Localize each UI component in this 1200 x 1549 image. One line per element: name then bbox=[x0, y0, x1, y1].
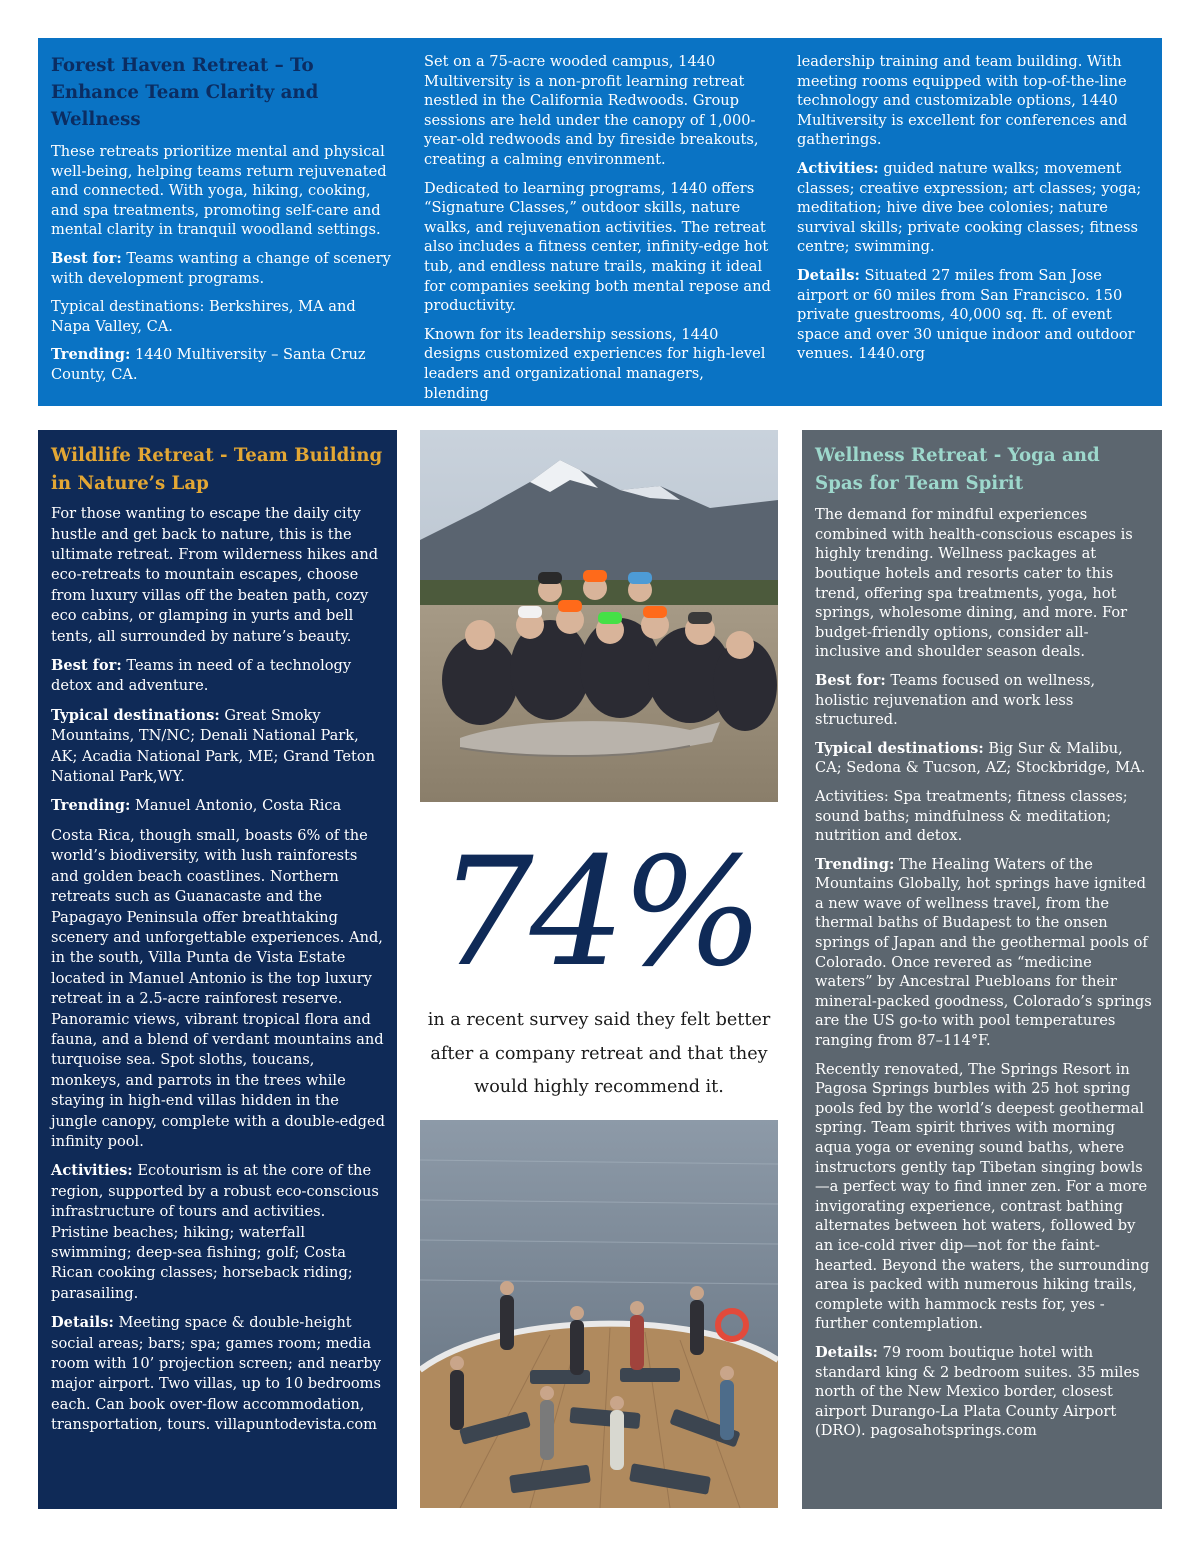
forest-intro: These retreats prioritize mental and physical well-being, helping teams return rejuvenated and connected. With yoga, hiking, cooking, and spa treatments, promoting self-care and mental clarity in tranquil woodland settings. bbox=[51, 143, 387, 239]
wildlife-details-label: Details: bbox=[51, 1314, 114, 1332]
wellness-title: Wellness Retreat - Yoga and Spas for Team Spirit bbox=[815, 445, 1100, 494]
forest-para-3: Known for its leadership sessions, 1440 designs customized experiences for high-level leaders and organizational managers, blending bbox=[424, 325, 766, 402]
wellness-section bbox=[802, 430, 1162, 1509]
wildlife-activities bbox=[51, 1161, 387, 1304]
forest-para-2: Dedicated to learning programs, 1440 offers “Signature Classes,” outdoor skills, nature walks, and rejuvenation activities. The retreat also includes a fitness center, infinity-edge hot tub, and endless nature trails, making it ideal for companies seeking both mental repose and productivity. bbox=[424, 179, 771, 315]
stat-caption: in a recent survey said they felt better after a company retreat and that they would highly recommend it. bbox=[427, 1010, 771, 1098]
wellness-trending bbox=[815, 855, 1152, 1051]
wildlife-para: Costa Rica, though small, boasts 6% of the world’s biodiversity, with lush rainforests and golden beach coastlines. Northern retreats such as Guanacaste and the Papagayo Peninsula offer breathtaking scenery and unforgettable experiences. And, in the south, Villa Punta de Vista Estate located in Manuel Antonio is the top luxury retreat in a 2.5-acre rainforest reserve. Panoramic views, vibrant tropical flora and fauna, and a blend of verdant mountains and turquoise sea. Spot sloths, toucans, monkeys, and parrots in the trees while staying in high-end villas hidden in the jungle canopy, complete with a double-edged infinity pool. bbox=[51, 826, 385, 1150]
forest-destinations: Typical destinations: Berkshires, MA and Napa Valley, CA. bbox=[51, 298, 356, 335]
wellness-activities: Activities: Spa treatments; fitness classes; sound baths; mindfulness & meditation; nutrition and detox. bbox=[815, 787, 1128, 845]
forest-best-for-label: Best for: bbox=[51, 249, 122, 267]
wellness-details-text: 79 room boutique hotel with standard king & 2 bedroom suites. 35 miles north of the New Mexico border, closest airport Durango-La Plata County Airport (DRO). pagosahotsprings.com bbox=[815, 1343, 1140, 1440]
wildlife-details bbox=[51, 1313, 387, 1435]
forest-best-for bbox=[51, 249, 399, 288]
wellness-intro: The demand for mindful experiences combined with health-conscious escapes is highly trending. Wellness packages at boutique hotels and resorts cater to this trend, offering spa treatments, yoga, hot springs, wholesome dining, and more. For budget-friendly options, consider all-inclusive and shoulder season deals. bbox=[815, 506, 1133, 661]
wildlife-destinations-text: Great Smoky Mountains, TN/NC; Denali National Park, AK; Acadia National Park, ME; Grand Teton National Park,WY. bbox=[51, 706, 376, 786]
wildlife-section bbox=[38, 430, 397, 1509]
wellness-best-for-text: Teams focused on wellness, holistic rejuvenation and work less structured. bbox=[815, 671, 1096, 729]
forest-haven-section bbox=[38, 38, 1162, 406]
wildlife-trending-label: Trending: bbox=[51, 797, 131, 815]
forest-column-1 bbox=[51, 52, 399, 394]
forest-details-text: Situated 27 miles from San Jose airport or 60 miles from San Francisco. 150 private guestrooms, 40,000 sq. ft. of event space and over 30 unique indoor and outdoor venues. 1440.org bbox=[797, 266, 1135, 363]
forest-activities-label: Activities: bbox=[797, 159, 879, 177]
wellness-destinations-text: Big Sur & Malibu, CA; Sedona & Tucson, AZ; Stockbridge, MA. bbox=[815, 739, 1146, 777]
wildlife-title: Wildlife Retreat - Team Building in Nature’s Lap bbox=[51, 445, 383, 494]
forest-trending bbox=[51, 345, 399, 384]
wildlife-trending-text: Manuel Antonio, Costa Rica bbox=[130, 797, 342, 815]
wildlife-trending bbox=[51, 796, 387, 816]
wellness-details-label: Details: bbox=[815, 1343, 878, 1361]
forest-details bbox=[797, 266, 1149, 364]
forest-activities bbox=[797, 159, 1149, 257]
forest-title: Forest Haven Retreat – To Enhance Team Clarity and Wellness bbox=[51, 55, 319, 130]
deck-yoga-photo bbox=[420, 1120, 778, 1508]
group-fishing-illustration bbox=[420, 430, 778, 802]
forest-column-2 bbox=[424, 52, 772, 412]
wildlife-intro: For those wanting to escape the daily city hustle and get back to nature, this is the ultimate retreat. From wilderness hikes and eco-retreats to mountain escapes, choose from luxury villas off the beaten path, cozy eco cabins, or glamping in yurts and bell tents, all surrounded by nature’s beauty. bbox=[51, 505, 379, 645]
forest-trending-text: 1440 Multiversity – Santa Cruz County, CA. bbox=[51, 346, 366, 383]
forest-activities-text: guided nature walks; movement classes; creative expression; art classes; yoga; meditation; hive dive bee colonies; nature survival skills; private cooking classes; fitness centre; swimming. bbox=[797, 159, 1142, 256]
forest-best-for-text: Teams wanting a change of scenery with development programs. bbox=[51, 249, 391, 287]
wildlife-details-text: Meeting space & double-height social areas; bars; spa; games room; media room with 10’ projection screen; and nearby major airport. Two villas, up to 10 bedrooms each. Can book over-flow accommodation, transportation, tours. villapuntodevista.com bbox=[51, 1314, 381, 1434]
wellness-destinations bbox=[815, 739, 1152, 778]
wellness-para: Recently renovated, The Springs Resort in Pagosa Springs burbles with 25 hot spring pools fed by the world’s deepest geothermal spring. Team spirit thrives with morning aqua yoga or evening sound baths, where instructors gently tap Tibetan singing bowls—a perfect way to find inner zen. For a more invigorating experience, contrast bathing alternates between hot waters, followed by an ice-cold river dip—not for the faint-hearted. Beyond the waters, the surrounding area is packed with numerous hiking trails, complete with hammock rests for, yes - further contemplation. bbox=[815, 1060, 1150, 1333]
stat-percentage: 74% bbox=[438, 826, 760, 1000]
wildlife-best-for-label: Best for: bbox=[51, 657, 122, 675]
wildlife-best-for-text: Teams in need of a technology detox and adventure. bbox=[51, 657, 352, 695]
wildlife-destinations bbox=[51, 706, 387, 788]
wellness-best-for bbox=[815, 671, 1152, 730]
wellness-details bbox=[815, 1343, 1152, 1441]
wildlife-destinations-label: Typical destinations: bbox=[51, 706, 220, 724]
wellness-trending-text: The Healing Waters of the Mountains Globally, hot springs have ignited a new wave of wellness travel, from the thermal baths of Budapest to the onsen springs of Japan and the geothermal pools of Colorado. Once revered as “medicine waters” by Ancestral Puebloans for their mineral-packed goodness, Colorado’s springs are the US go-to with pool temperatures ranging from 87–114°F. bbox=[815, 855, 1152, 1050]
forest-details-label: Details: bbox=[797, 266, 860, 284]
wellness-best-for-label: Best for: bbox=[815, 671, 886, 689]
forest-column-3 bbox=[797, 52, 1149, 373]
forest-para-1: Set on a 75-acre wooded campus, 1440 Multiversity is a non-profit learning retreat nestled in the California Redwoods. Group sessions are held under the canopy of 1,000-year-old redwoods and by fireside breakouts, creating a calming environment. bbox=[424, 53, 759, 168]
deck-yoga-illustration bbox=[420, 1120, 778, 1508]
wildlife-best-for bbox=[51, 656, 387, 697]
wildlife-activities-label: Activities: bbox=[51, 1162, 133, 1180]
wildlife-activities-text: Ecotourism is at the core of the region, supported by a robust eco-conscious infrastructure of tours and activities. Pristine beaches; hiking; waterfall swimming; deep-sea fishing; golf; Costa Rican cooking classes; horseback riding; parasailing. bbox=[51, 1162, 379, 1302]
wellness-trending-label: Trending: bbox=[815, 855, 895, 873]
group-fishing-photo bbox=[420, 430, 778, 802]
wellness-destinations-label: Typical destinations: bbox=[815, 739, 984, 757]
forest-trending-label: Trending: bbox=[51, 346, 131, 364]
forest-para-4: leadership training and team building. With meeting rooms equipped with top-of-the-line technology and customizable options, 1440 Multiversity is excellent for conferences and gatherings. bbox=[797, 53, 1128, 149]
